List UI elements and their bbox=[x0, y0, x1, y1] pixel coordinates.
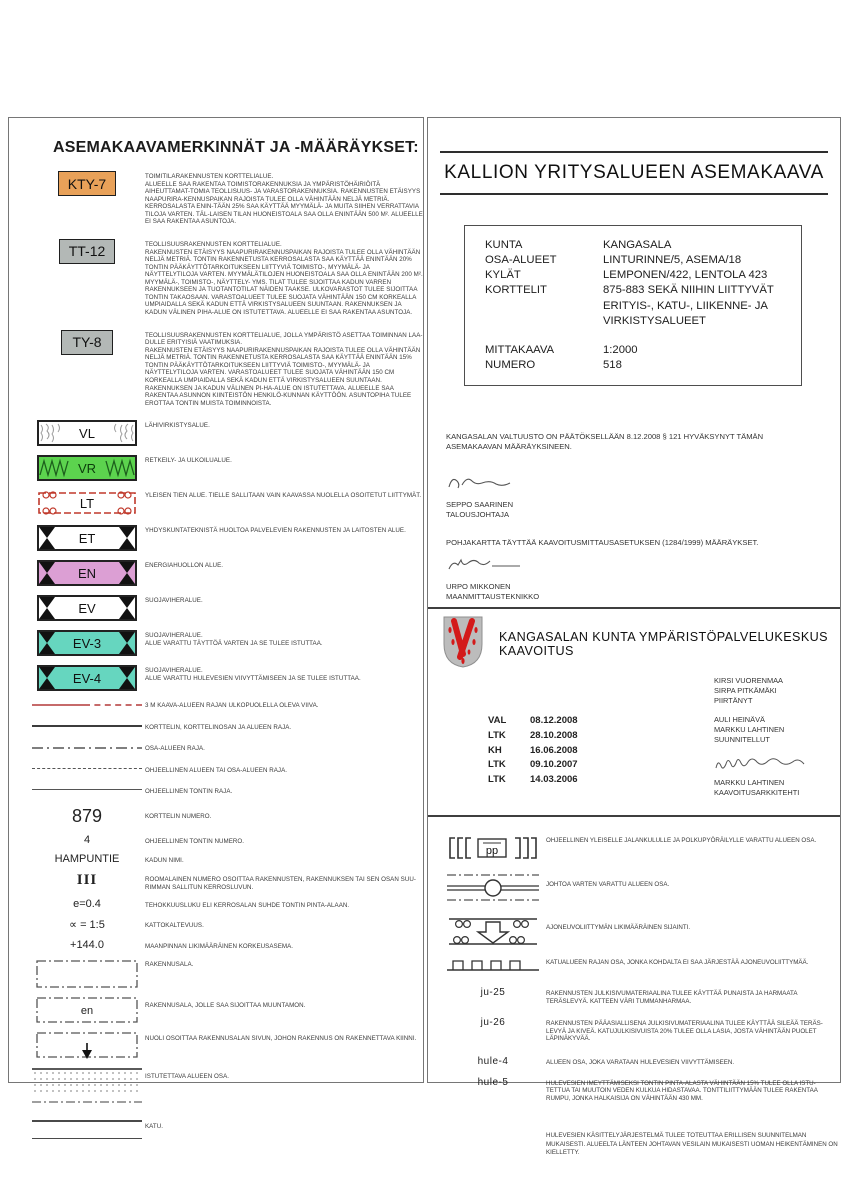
kangasala-coat-of-arms-icon bbox=[441, 614, 485, 670]
info-value: LINTURINNE/5, ASEMA/18 bbox=[603, 254, 742, 267]
info-value: 518 bbox=[603, 358, 622, 371]
planted-area-swatch bbox=[32, 1068, 142, 1110]
zone-swatch-ev3 bbox=[37, 630, 137, 656]
no-access-boundary-swatch bbox=[447, 955, 539, 975]
info-row-osa-alueet bbox=[485, 253, 795, 268]
info-value: LEMPONEN/422, LENTOLA 423 bbox=[603, 269, 768, 282]
zone-desc-en: ENERGIAHUOLLON ALUE. bbox=[145, 562, 224, 570]
hule4-code: hule-4 bbox=[477, 1055, 509, 1067]
zone-desc-ty8: TEOLLISUUSRAKENNUSTEN KORTTELIALUE, JOLLA YMPÄRISTÖ ASETTAA TOIMINNAN LAA-DULLE ERITYISIÄ VAATIMUKSIA. RAKENNUSTEN ETÄISYYS NAAPURIRAKENNUSPAIKAN RAJOISTA TULEE OLLA VÄHINTÄÄN NELJÄ METRIÄ. TONTIN RAKENNETUSTA KERROSALASTA SAA KÄYTTÄÄ ENINTÄÄN 15% TONTIN PÄÄKÄYTTÖTARKOITUKSEEN LIITTYVIÄ TOIMISTO-, MYYMÄLÄ- JA NÄYTTELYTILOJA VARTEN. VARASTOALUEET TULEE SUOJATA VÄHINTÄÄN 150 CM KORKEALLA UMPIAIDALLA SEKÄ KADUN ETTÄ VIRKISTYSALUEEN SUUNTAAN. RAKENNUKSEN JA KADUN VÄLINEN PI-HA-ALUE ON ISTUTETTAVA. ALUEELLE SAA RAKENTAA ASUNNON KIINTEISTÖN HENKILÖ-KUNNAN KÄYTTÖÖN. ASUNTOPIHA TULEE EROTTAA TONTIN MUISTA TOIMINNOISTA. bbox=[145, 331, 423, 407]
zone-desc-et: YHDYSKUNTATEKNISTÄ HUOLTOA PALVELEVIEN RAKENNUSTEN JA LAITOSTEN ALUE. bbox=[145, 527, 406, 535]
zone-swatch-en bbox=[37, 560, 137, 586]
legend-row-roof-slope bbox=[29, 918, 423, 931]
line-swatch-dashdot bbox=[32, 746, 142, 752]
info-row-kunta bbox=[485, 238, 795, 253]
building-area-arrow-desc: NUOLI OSOITTAA RAKENNUSALAN SIVUN, JOHON RAKENNUS ON RAKENNETTAVA KIINNI. bbox=[145, 1035, 417, 1043]
roof-slope-symbol: ∝ = 1:5 bbox=[69, 919, 105, 932]
legend-row-ty8 bbox=[29, 330, 423, 408]
title-rule-bottom bbox=[440, 193, 828, 195]
roof-slope-desc: KATTOKALTEVUUS. bbox=[145, 922, 204, 930]
johto-desc: JOHTOA VARTEN VARATTU ALUEEN OSA. bbox=[546, 880, 670, 888]
building-area-arrow-swatch bbox=[35, 1031, 139, 1061]
base-map-statement: POHJAKARTTA TÄYTTÄÄ KAAVOITUSMITTAUSASETUKSEN (1284/1999) MÄÄRÄYKSET. bbox=[446, 538, 759, 548]
plan-info-box bbox=[464, 225, 802, 386]
info-row-korttelit bbox=[485, 283, 795, 328]
svg-text:EV-4: EV-4 bbox=[72, 671, 102, 687]
approval-statement: KANGASALAN VALTUUSTO ON PÄÄTÖKSELLÄÄN 8.12.2008 § 121 HYVÄKSYNYT TÄMÄN ASEMAKAAVAN MÄÄRÄYKSINEEN. bbox=[446, 432, 764, 452]
street-desc: KATU. bbox=[145, 1123, 164, 1131]
architect: MARKKU LAHTINEN KAAVOITUSARKKITEHTI bbox=[714, 778, 800, 797]
building-area-en-swatch bbox=[35, 996, 139, 1024]
legend-row-building-area-arrow bbox=[29, 1031, 423, 1061]
legend-row-plot-number bbox=[29, 834, 423, 846]
section-divider bbox=[428, 607, 840, 609]
decision-dates bbox=[488, 670, 578, 807]
svg-text:ET: ET bbox=[78, 531, 96, 547]
personnel-block bbox=[714, 670, 824, 807]
municipality-header bbox=[441, 614, 840, 670]
legend-row-tt12 bbox=[29, 239, 423, 317]
svg-text:VL: VL bbox=[79, 426, 95, 442]
pp-desc: OHJEELLINEN YLEISELLE JALANKULULLE JA POLKUPYÖRÄILYLLE VARATTU ALUEEN OSA. bbox=[546, 836, 817, 844]
street-name-desc: KADUN NIMI. bbox=[145, 857, 184, 864]
title-block-panel bbox=[427, 117, 841, 1157]
street-swatch bbox=[32, 1120, 142, 1139]
drafters: KIRSI VUORENMAA SIRPA PITKÄMÄKI PIIRTÄNYT bbox=[714, 676, 783, 706]
designers: AULI HEINÄVÄ MARKKU LAHTINEN SUUNNITELLUT bbox=[714, 715, 785, 745]
ju25-desc: RAKENNUSTEN JULKISIVUMATERIAALINA TULEE KÄYTTÄÄ PUNAISTA JA HARMAATA TERÄSLEVYÄ. KATTEEN VÄRI TUMMANHARMAA. bbox=[546, 989, 798, 1005]
line-swatch-dashed bbox=[32, 768, 142, 769]
legend-row-block-number bbox=[29, 806, 423, 827]
zone-swatch-ev bbox=[37, 595, 137, 621]
signature-icon bbox=[446, 556, 524, 576]
svg-text:en: en bbox=[80, 1005, 94, 1018]
pedestrian-area-swatch bbox=[447, 835, 539, 861]
signer-1-name-title: SEPPO SAARINEN TALOUSJOHTAJA bbox=[446, 500, 514, 520]
block-number-symbol: 879 bbox=[71, 806, 103, 826]
dates-and-people bbox=[488, 670, 824, 807]
vehicle-access-swatch bbox=[447, 913, 539, 947]
legend-row-efficiency bbox=[29, 898, 423, 910]
utility-line-swatch bbox=[447, 872, 539, 902]
title-rule-top bbox=[440, 151, 828, 153]
date-row: VAL 08.12.2008 bbox=[488, 715, 578, 727]
svg-text:pp: pp bbox=[485, 844, 499, 857]
zone-swatch-ev4 bbox=[37, 665, 137, 691]
info-label: OSA-ALUEET bbox=[485, 254, 557, 267]
signature-icon bbox=[446, 472, 516, 494]
zone-swatch-kty7: KTY-7 bbox=[58, 171, 116, 196]
zone-swatch-lt bbox=[37, 490, 137, 516]
legend-row-street-name bbox=[29, 853, 423, 865]
line-swatch-thin bbox=[32, 789, 142, 790]
legend-title: ASEMAKAAVAMERKINNÄT JA -MÄÄRÄYKSET: bbox=[53, 139, 419, 156]
legend-row-elevation bbox=[29, 939, 423, 951]
info-row-mittakaava bbox=[485, 343, 795, 358]
planted-area-desc: ISTUTETTAVA ALUEEN OSA. bbox=[145, 1073, 230, 1081]
info-label: KORTTELIT bbox=[485, 284, 547, 297]
line-desc-solid: KORTTELIN, KORTTELINOSAN JA ALUEEN RAJA. bbox=[145, 723, 292, 731]
legend-row-line-dashed bbox=[29, 765, 423, 775]
zone-desc-vl: LÄHIVIRKISTYSALUE. bbox=[145, 422, 210, 430]
info-row-kylat bbox=[485, 268, 795, 283]
legend-row-line-red bbox=[29, 700, 423, 710]
zone-desc-ev: SUOJAVIHERALUE. bbox=[145, 597, 203, 605]
line-desc-dashed: OHJEELLINEN ALUEEN TAI OSA-ALUEEN RAJA. bbox=[145, 766, 288, 774]
zone-swatch-vl bbox=[37, 420, 137, 446]
info-label: KUNTA bbox=[485, 239, 523, 251]
zone-desc-lt: YLEISEN TIEN ALUE. TIELLE SALLITAAN VAIN KAAVASSA NUOLELLA OSOITETUT LIITTYMÄT. bbox=[145, 492, 422, 500]
legend-row-line-dashdot bbox=[29, 743, 423, 753]
date-row: LTK 09.10.2007 bbox=[488, 759, 578, 771]
svg-text:EV-3: EV-3 bbox=[72, 636, 102, 652]
svg-text:EN: EN bbox=[77, 566, 97, 582]
efficiency-symbol: e=0.4 bbox=[73, 898, 101, 911]
zone-desc-ev3: SUOJAVIHERALUE. ALUE VARATTU TÄYTTÖÄ VARTEN JA SE TULEE ISTUTTAA. bbox=[145, 632, 323, 647]
liittyma-desc: AJONEUVOLIITTYMÄN LIKIMÄÄRÄINEN SIJAINTI. bbox=[546, 923, 691, 931]
legend-row-ev bbox=[29, 595, 423, 621]
legend-row-hule4 bbox=[440, 1057, 840, 1067]
hule5-desc: HULEVESIEN IMEYTTÄMISEKSI TONTIN PINTA-ALASTA VÄHINTÄÄN 15% TULEE OLLA ISTU-TETTUA TAI MUUTOIN VEDEN KULKUA HIDASTAVAA. TONTTILIITTYMÄÄN TULEE RAKENTAA RUMPU, JONKA HALKAISIJA ON VÄHINTÄÄN 430 MM. bbox=[546, 1079, 818, 1102]
zone-swatch-vr bbox=[37, 455, 137, 481]
zone-desc-vr: RETKEILY- JA ULKOILUALUE. bbox=[145, 457, 232, 465]
zone-swatch-tt12: TT-12 bbox=[59, 239, 116, 264]
hule4-desc: ALUEEN OSA, JOKA VARATAAN HULEVESIEN VIIVYTTÄMISEEN. bbox=[546, 1058, 735, 1066]
legend-row-liittyma bbox=[440, 913, 840, 947]
elevation-desc: MAANPINNAN LIKIMÄÄRÄINEN KORKEUSASEMA. bbox=[145, 943, 294, 951]
signature-block-2 bbox=[446, 556, 840, 602]
ju26-desc: RAKENNUSTEN PÄÄASIALLISENA JULKISIVUMATERIAALINA TULEE KÄYTTÄÄ SILEÄÄ TERÄS-LEVYÄ JA KIVEÄ. KATUJULKISIVUISTA 20% TULEE OLLA LASIA, JOSTA VÄHINTÄÄN PUOLET LÄPINÄKYVÄÄ. bbox=[546, 1020, 823, 1043]
line-desc-thin: OHJEELLINEN TONTIN RAJA. bbox=[145, 788, 233, 796]
legend-row-street bbox=[29, 1120, 423, 1139]
stormwater-footnote: HULEVESIEN KÄSITTELYJÄRJESTELMÄ TULEE TOTEUTTAA ERILLISEN SUUNNITELMAN MUKAISESTI. ALUEELTA LÄNTEEN JOHTAVAN VESILAIN MUKAISESTI UOMAN HEIKENTÄMINEN ON KIELLETTY. bbox=[546, 1132, 838, 1157]
plot-number-desc: OHJEELLINEN TONTIN NUMERO. bbox=[145, 838, 245, 845]
plot-number-symbol: 4 bbox=[83, 834, 91, 846]
plan-title: KALLION YRITYSALUEEN ASEMAKAAVA bbox=[444, 162, 824, 183]
line-desc-dashdot: OSA-ALUEEN RAJA. bbox=[145, 745, 205, 753]
building-area-desc: RAKENNUSALA. bbox=[145, 961, 194, 969]
legend-panel bbox=[8, 117, 424, 1131]
signer-2-name-title: URPO MIKKONEN MAANMITTAUSTEKNIKKO bbox=[446, 582, 540, 602]
info-value: 1:2000 bbox=[603, 343, 638, 356]
roman-numeral-desc: ROOMALAINEN NUMERO OSOITTAA RAKENNUSTEN, RAKENNUKSEN TAI SEN OSAN SUU-RIMMAN SALLITUN KERROSLUVUN. bbox=[145, 876, 416, 891]
legend-row-katuraja bbox=[440, 955, 840, 975]
zone-desc-kty7: TOIMITILARAKENNUSTEN KORTTELIALUE. ALUEELLE SAA RAKENTAA TOIMISTORAKENNUKSIA JA YMPÄRISTÖHÄIRIÖITÄ AIHEUTTAMAT-TOMIA TEOLLISUUS- JA VARASTORAKENNUKSIA. RAKENNUSTEN ETÄISYYS NAAPURIRA-KENNUSPAIKAN RAJOISTA TULEE OLLA VÄHINTÄÄN NELJÄ METRIÄ. KERROSALASTA ENIN-TÄÄN 25% SAA KÄYTTÄÄ MYYMÄLÄ- JA MUITA SIIHEN VERRATTAVIA TILOJA VARTEN. TÄL-LAISEN TILAN HUONEISTOALA SAA OLLA ENINTÄÄN 500 M². ALUEELLE EI SAA RAKENTAA ASUNTOJA. bbox=[145, 173, 423, 226]
signature-icon bbox=[714, 754, 806, 774]
info-label: MITTAKAAVA bbox=[485, 343, 555, 356]
section-divider bbox=[428, 815, 840, 817]
street-name-symbol: HAMPUNTIE bbox=[54, 853, 120, 865]
legend-row-ev3 bbox=[29, 630, 423, 656]
date-row: LTK 14.03.2006 bbox=[488, 773, 578, 785]
katuraja-desc: KATUALUEEN RAJAN OSA, JONKA KOHDALTA EI SAA JÄRJESTÄÄ AJONEUVOLIITTYMÄÄ. bbox=[546, 958, 809, 966]
legend-row-kty7 bbox=[29, 171, 423, 226]
info-row-numero bbox=[485, 358, 795, 373]
info-value: KANGASALA bbox=[603, 239, 672, 251]
legend-row-en bbox=[29, 560, 423, 586]
info-label: NUMERO bbox=[485, 358, 536, 371]
legend-row-lt bbox=[29, 490, 423, 516]
legend-row-et bbox=[29, 525, 423, 551]
zone-desc-tt12: TEOLLISUUSRAKENNUSTEN KORTTELIALUE. RAKENNUSTEN ETÄISYYS NAAPURIRAKENNUSPAIKAN RAJOISTA TULEE OLLA VÄHINTÄÄN NELJÄ METRIÄ. TONTIN RAKENNETUSTA KERROSALASTA SAA KÄYTTÄÄ ENINTÄÄN 20% TONTIN PÄÄKÄYTTÖTARKOITUKSEEN LIITTYVIÄ TOIMISTO-, MYYMÄLÄ- JA NÄYTTELYTILOJA VARTEN. MYYMÄLÄTILOJEN HUONEISTOALA SAA OLLA ENINTÄÄN 200 M². MYYMÄLÄ-, TOIMISTO-, NÄYTTELY- YMS. TILAT TULEE SIJOITTAA KADUN VARREN RAKENNUKSEEN JA TUOTANTOTILAT NÄIDEN TAAKSE. ULKOVARASTOT TULEE SIJOITTAA TONTIN TAKAOSAAN. VARASTOALUEET TULEE SUOJATA VÄHINTÄÄN 150 CM KORKEALLA UMPIAIDALLA SEKÄ KADUN ETTÄ VIRKISTYSALUEEN SUUNTAAN. RAKENNUKSEN JA KADUN VÄLINEN PIHA-ALUE ON ISTUTETTAVA. ALUEELLE EI SAA RAKENTAA ASUNTOJA. bbox=[145, 240, 423, 316]
legend-row-ev4 bbox=[29, 665, 423, 691]
info-value: 875-883 SEKÄ NIIHIN LIITTYVÄT ERITYIS-, KATU-, LIIKENNE- JA VIRKISTYSALUEET bbox=[603, 284, 774, 327]
svg-text:LT: LT bbox=[79, 496, 95, 512]
date-row: KH 16.06.2008 bbox=[488, 744, 578, 756]
legend-row-building-area bbox=[29, 959, 423, 989]
roman-numeral-symbol: III bbox=[76, 872, 98, 888]
building-area-swatch bbox=[35, 959, 139, 989]
legend-row-line-thin bbox=[29, 786, 423, 796]
line-swatch-red bbox=[32, 704, 142, 706]
legend-row-vl bbox=[29, 420, 423, 446]
date-row: LTK 28.10.2008 bbox=[488, 729, 578, 741]
legend-row-line-solid bbox=[29, 722, 423, 732]
building-area-en-desc: RAKENNUSALA, JOLLE SAA SIJOITTAA MUUNTAMON. bbox=[145, 1002, 306, 1010]
elevation-symbol: +144.0 bbox=[70, 939, 104, 952]
zone-swatch-et bbox=[37, 525, 137, 551]
hule5-code: hule-5 bbox=[477, 1076, 509, 1088]
legend-row-roman bbox=[29, 872, 423, 891]
zone-swatch-ty8: TY-8 bbox=[61, 330, 113, 355]
municipality-title: KANGASALAN KUNTA YMPÄRISTÖPALVELUKESKUS KAAVOITUS bbox=[499, 630, 828, 659]
legend-row-ju25 bbox=[440, 988, 840, 1005]
info-label: KYLÄT bbox=[485, 269, 521, 282]
line-swatch-solid bbox=[32, 725, 142, 727]
line-desc-red: 3 M KAAVA-ALUEEN RAJAN ULKOPUOLELLA OLEVA VIIVA. bbox=[145, 702, 319, 710]
legend-row-building-area-en bbox=[29, 996, 423, 1024]
legend-row-vr bbox=[29, 455, 423, 481]
signature-block-1 bbox=[446, 472, 840, 520]
legend-row-hule5 bbox=[440, 1078, 840, 1103]
legend-row-johto bbox=[440, 872, 840, 902]
ju25-code: ju-25 bbox=[480, 986, 506, 998]
legend-row-planted-area bbox=[29, 1068, 423, 1110]
efficiency-desc: TEHOKKUUSLUKU ELI KERROSALAN SUHDE TONTIN PINTA-ALAAN. bbox=[145, 902, 350, 910]
svg-text:VR: VR bbox=[77, 461, 97, 477]
svg-text:EV: EV bbox=[78, 601, 96, 617]
legend-row-pp bbox=[440, 835, 840, 861]
block-number-desc: KORTTELIN NUMERO. bbox=[145, 813, 212, 820]
zone-desc-ev4: SUOJAVIHERALUE. ALUE VARATTU HULEVESIEN VIIVYTTÄMISEEN JA SE TULEE ISTUTTAA. bbox=[145, 667, 361, 682]
ju26-code: ju-26 bbox=[480, 1017, 506, 1029]
legend-row-ju26 bbox=[440, 1018, 840, 1043]
